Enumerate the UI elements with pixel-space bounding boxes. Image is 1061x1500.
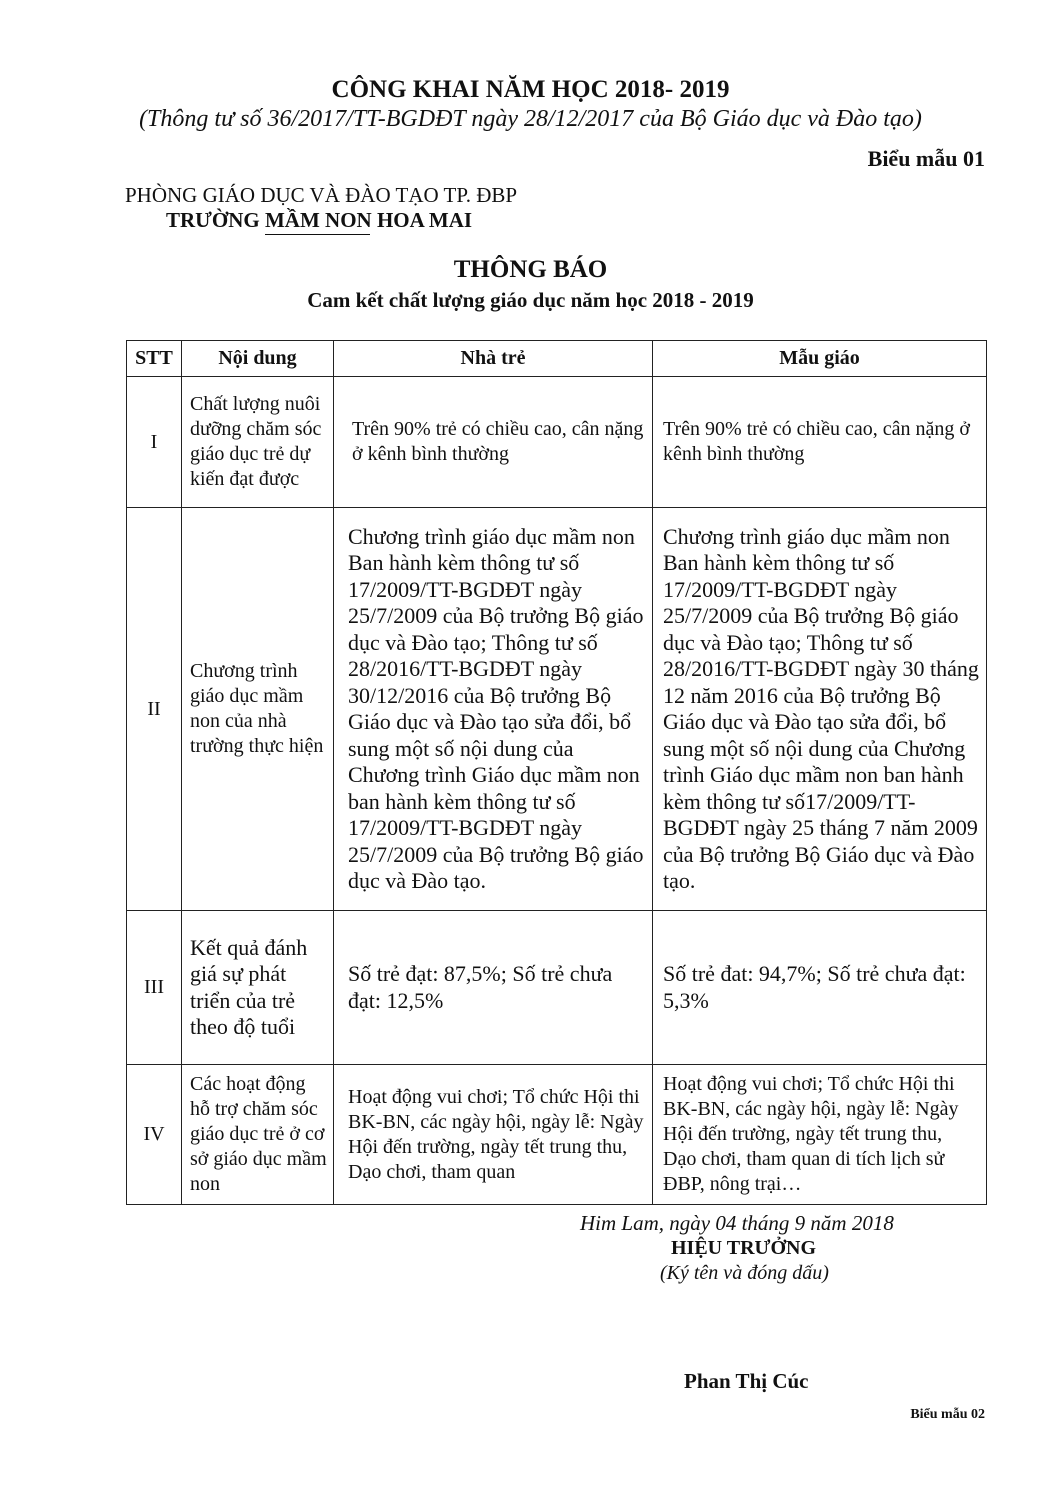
table-row [127,377,987,508]
header-kindergarten: Mẫu giáo [653,341,987,377]
school-name: TRƯỜNG MẦM NON HOA MAI [166,208,473,232]
row-kindergarten: Hoạt động vui chơi; Tổ chức Hội thi BK-BN, các ngày hội, ngày lễ: Ngày Hội đến trường, ngày tết trung thu, Dạo chơi, tham quan di tích lịch sử ĐBP, nông trại… [653,1065,987,1205]
next-form-code: Biểu mẫu 02 [910,1407,985,1422]
header-content: Nội dung [182,341,334,377]
notice-subtitle: Cam kết chất lượng giáo dục năm học 2018 - 2019 [307,288,754,312]
row-kindergarten: Số trẻ đat: 94,7%; Số trẻ chưa đạt: 5,3% [653,911,987,1065]
row-nursery: Trên 90% trẻ có chiều cao, cân nặng ở kênh bình thường [334,377,653,508]
row-content: Các hoạt động hỗ trợ chăm sóc giáo dục trẻ ở cơ sở giáo dục mầm non [182,1065,334,1205]
row-content: Kết quả đánh giá sự phát triển của trẻ theo độ tuổi [182,911,334,1065]
row-nursery: Hoạt động vui chơi; Tổ chức Hội thi BK-BN, các ngày hội, ngày lễ: Ngày Hội đến trường, ngày tết trung thu, Dạo chơi, tham quan [334,1065,653,1205]
notice-title: THÔNG BÁO [453,256,608,283]
row-stt: IV [127,1065,182,1205]
form-code: Biểu mẫu 01 [867,146,985,171]
page-title: CÔNG KHAI NĂM HỌC 2018- 2019 [331,76,730,103]
row-content: Chương trình giáo dục mầm non của nhà trường thực hiện [182,508,334,911]
row-stt: I [127,377,182,508]
school-underline [265,234,370,235]
place-date: Him Lam, ngày 04 tháng 9 năm 2018 [580,1211,894,1235]
table-row [127,911,987,1065]
row-content: Chất lượng nuôi dưỡng chăm sóc giáo dục trẻ dự kiến đạt được [182,377,334,508]
signer-title: HIỆU TRƯỞNG [671,1237,817,1259]
header-nursery: Nhà trẻ [334,341,653,377]
page-subtitle: (Thông tư số 36/2017/TT-BGDĐT ngày 28/12/2017 của Bộ Giáo dục và Đào tạo) [139,106,922,132]
row-nursery: Chương trình giáo dục mầm non Ban hành kèm thông tư số 17/2009/TT-BGDĐT ngày 25/7/2009 của Bộ trưởng Bộ giáo dục và Đào tạo; Thông tư số 28/2016/TT-BGDĐT ngày 30/12/2016 của Bộ trưởng Bộ Giáo dục và Đào tạo sửa đổi, bổ sung một số nội dung của Chương trình Giáo dục mầm non ban hành kèm thông tư số 17/2009/TT-BGDĐT ngày 25/7/2009 của Bộ trưởng Bộ giáo dục và Đào tạo. [334,508,653,911]
row-stt: III [127,911,182,1065]
header-stt: STT [127,341,182,377]
table-row [127,508,987,911]
row-stt: II [127,508,182,911]
table-row [127,1065,987,1205]
signer-name: Phan Thị Cúc [684,1369,809,1393]
commitment-table [126,340,987,1205]
row-kindergarten: Trên 90% trẻ có chiều cao, cân nặng ở kênh bình thường [653,377,987,508]
department-name: PHÒNG GIÁO DỤC VÀ ĐÀO TẠO TP. ĐBP [125,183,518,207]
row-nursery: Số trẻ đạt: 87,5%; Số trẻ chưa đạt: 12,5% [334,911,653,1065]
signature-note: (Ký tên và đóng dấu) [660,1262,829,1284]
table-header-row [127,341,987,377]
row-kindergarten: Chương trình giáo dục mầm non Ban hành kèm thông tư số 17/2009/TT-BGDĐT ngày 25/7/2009 của Bộ trưởng Bộ giáo dục và Đào tạo; Thông tư số 28/2016/TT-BGDĐT ngày 30 tháng 12 năm 2016 của Bộ trưởng Bộ Giáo dục và Đào tạo sửa đổi, bổ sung một số nội dung của Chương trình Giáo dục mầm non ban hành kèm thông tư số17/2009/TT-BGDĐT ngày 25 tháng 7 năm 2009 của Bộ trưởng Bộ Giáo dục và Đào tạo. [653,508,987,911]
